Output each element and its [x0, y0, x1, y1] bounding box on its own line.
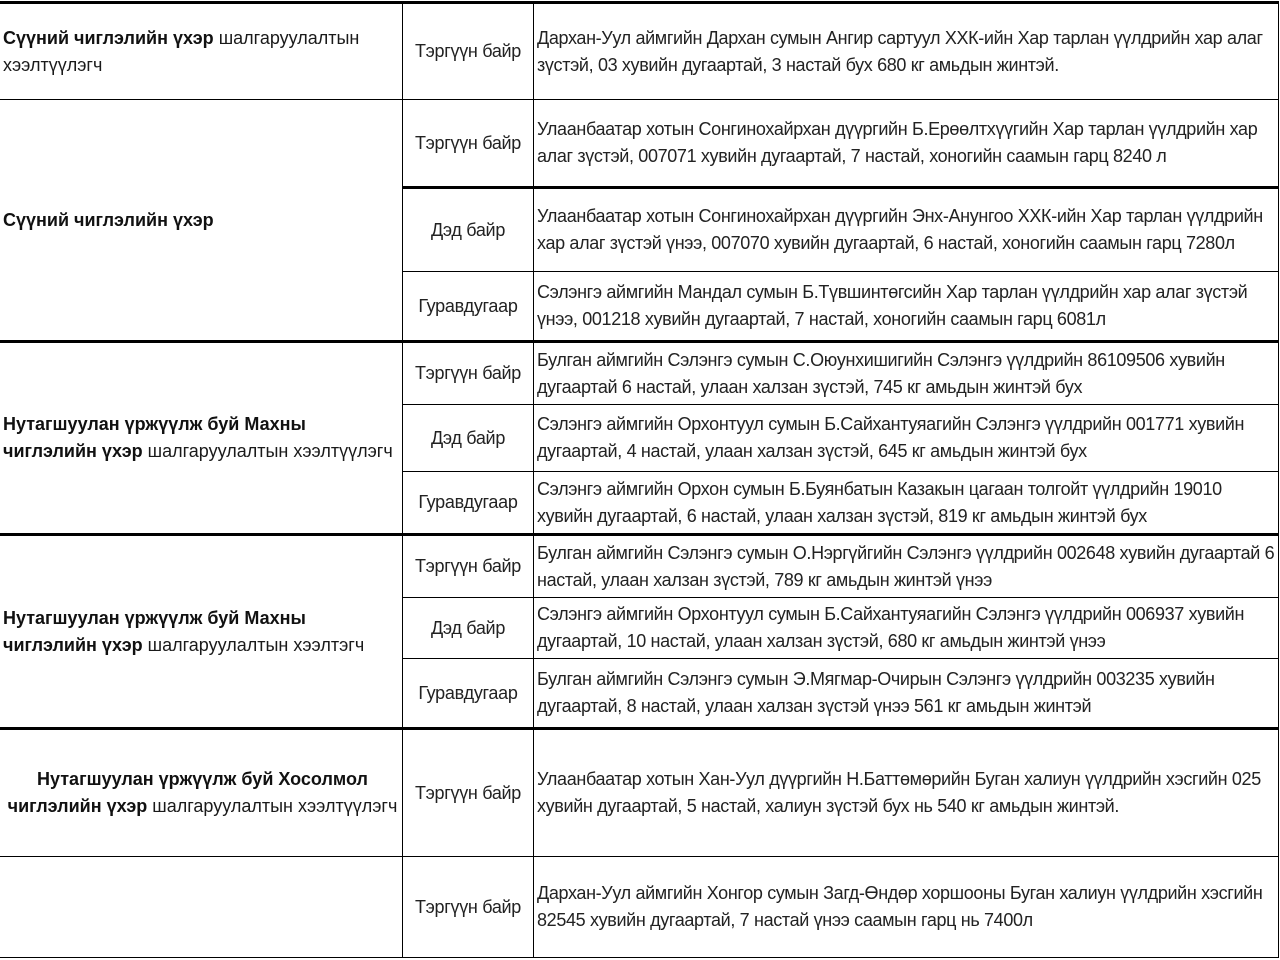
place-cell: Дэд байр [403, 598, 534, 659]
place-cell: Тэргүүн байр [403, 857, 534, 958]
category-rest: шалгаруулалтын хээлтүүлэгч [142, 441, 393, 461]
place-cell: Тэргүүн байр [403, 100, 534, 188]
description-cell: Сэлэнгэ аймгийн Мандал сумын Б.Түвшинтөгсийн Хар тарлан үүлдрийн хар алаг зүстэй үнээ, 001218 хувийн дугаартай, 7 настай, хоногийн саамын гарц 6081л [534, 272, 1279, 342]
table-row [0, 342, 1279, 405]
place-cell: Тэргүүн байр [403, 3, 534, 100]
category-bold: Нутагшуулан үржүүлж буй Махны чиглэлийн үхэр [3, 414, 306, 461]
category-rest: шалгаруулалтын хээлтүүлэгч [147, 796, 398, 816]
category-bold: Нутагшуулан үржүүлж буй Махны чиглэлийн үхэр [3, 607, 306, 655]
category-rest: шалгаруулалтын хээлтэгч [142, 634, 365, 655]
description-cell: Булган аймгийн Сэлэнгэ сумын Э.Мягмар-Очирын Сэлэнгэ үүлдрийн 003235 хувийн дугаартай, 8 настай, улаан халзан зүстэй үнээ 561 кг амьдын жинтэй [534, 659, 1279, 729]
description-cell: Дархан-Уул аймгийн Хонгор сумын Загд-Өндөр хоршооны Буган халиун үүлдрийн хэсгийн 82545 хувийн дугаартай, 7 настай үнээ саамын гарц нь 7400л [534, 857, 1279, 958]
place-cell: Дэд байр [403, 188, 534, 272]
category-cell [0, 3, 403, 100]
category-cell [0, 729, 403, 857]
description-cell: Булган аймгийн Сэлэнгэ сумын С.Оюунхишигийн Сэлэнгэ үүлдрийн 86109506 хувийн дугаартай 6 настай, улаан халзан зүстэй, 745 кг амьдын жинтэй бух [534, 342, 1279, 405]
description-cell: Улаанбаатар хотын Сонгинохайрхан дүүргийн Энх-Анунгоо ХХК-ийн Хар тарлан үүлдрийн хар алаг зүстэй үнээ, 007070 хувийн дугаартай, 6 настай, хоногийн саамын гарц 7280л [534, 188, 1279, 272]
award-results-table [0, 1, 1279, 958]
table-row [0, 535, 1279, 598]
place-cell: Тэргүүн байр [403, 342, 534, 405]
category-cell [0, 535, 403, 729]
place-cell: Тэргүүн байр [403, 729, 534, 857]
table-row [0, 3, 1279, 100]
table-row [0, 729, 1279, 857]
place-cell: Тэргүүн байр [403, 535, 534, 598]
place-cell: Гуравдугаар [403, 472, 534, 535]
category-rest: шалгаруулалтын хээлтүүлэгч [3, 27, 360, 75]
description-cell: Улаанбаатар хотын Хан-Уул дүүргийн Н.Баттөмөрийн Буган халиун үүлдрийн хэсгийн 025 хувийн дугаартай, 5 настай, халиун зүстэй бух нь 540 кг амьдын жинтэй. [534, 729, 1279, 857]
description-cell: Булган аймгийн Сэлэнгэ сумын О.Нэргүйгийн Сэлэнгэ үүлдрийн 002648 хувийн дугаартай 6 настай, улаан халзан зүстэй, 789 кг амьдын жинтэй үнээ [534, 535, 1279, 598]
category-bold: Нутагшуулан үржүүлж буй Хосолмол чиглэлийн үхэр [7, 769, 368, 816]
category-bold: Сүүний чиглэлийн үхэр [3, 27, 214, 48]
description-cell: Дархан-Уул аймгийн Дархан сумын Ангир сартуул ХХК-ийн Хар тарлан үүлдрийн хар алаг зүстэй, 03 хувийн дугаартай, 3 настай бух 680 кг амьдын жинтэй. [534, 3, 1279, 100]
description-cell: Сэлэнгэ аймгийн Орхонтуул сумын Б.Сайхантуяагийн Сэлэнгэ үүлдрийн 006937 хувийн дугаартай, 10 настай, улаан халзан зүстэй, 680 кг амьдын жинтэй үнээ [534, 598, 1279, 659]
category-cell [0, 342, 403, 535]
place-cell: Гуравдугаар [403, 272, 534, 342]
description-cell: Улаанбаатар хотын Сонгинохайрхан дүүргийн Б.Ерөөлтхүүгийн Хар тарлан үүлдрийн хар алаг зүстэй, 007071 хувийн дугаартай, 7 настай, хоногийн саамын гарц 8240 л [534, 100, 1279, 188]
category-cell [0, 857, 403, 958]
place-cell: Гуравдугаар [403, 659, 534, 729]
category-bold: Сүүний чиглэлийн үхэр [3, 209, 214, 230]
description-cell: Сэлэнгэ аймгийн Орхон сумын Б.Буянбатын Казакын цагаан толгойт үүлдрийн 19010 хувийн дугаартай, 6 настай, улаан халзан зүстэй, 819 кг амьдын жинтэй бух [534, 472, 1279, 535]
table-row [0, 100, 1279, 188]
category-cell [0, 100, 403, 342]
place-cell: Дэд байр [403, 405, 534, 472]
table-row [0, 857, 1279, 958]
description-cell: Сэлэнгэ аймгийн Орхонтуул сумын Б.Сайхантуяагийн Сэлэнгэ үүлдрийн 001771 хувийн дугаартай, 4 настай, улаан халзан зүстэй, 645 кг амьдын жинтэй бух [534, 405, 1279, 472]
